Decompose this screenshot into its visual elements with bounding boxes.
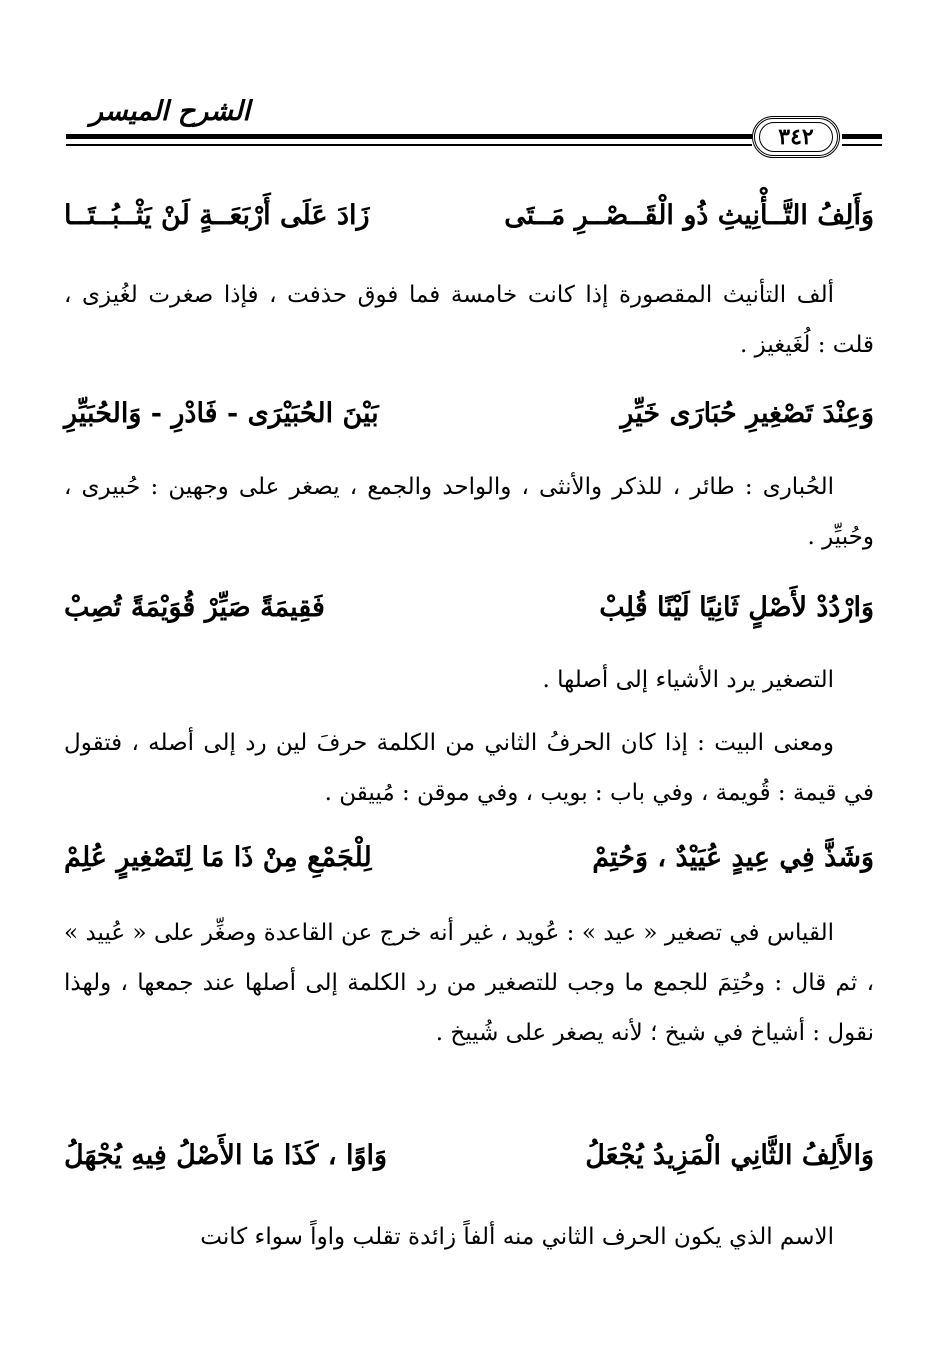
header-rule-thick-right [842,134,882,139]
verse-2-second-hemistich: بَيْنَ الحُبَيْرَى - فَادْرِ - وَالحُبَيِّرِ [64,398,379,429]
running-title: الشرح الميسر [89,96,250,127]
paragraph-5: القياس في تصغير « عيد » : عُويد ، غير أنه خرج عن القاعدة وصغِّر على « عُييد » ، ثم قال : وحُتِمَ للجمع ما وجب للتصغير من رد الكلمة إلى أصلها عند جمعها ، ولهذا نقول : أشياخ في شيخ ؛ لأنه يصغر على شُييخ . [64,920,874,1046]
paragraph-3: التصغير يرد الأشياء إلى أصلها . [542,667,834,693]
verse-4-first-hemistich: وَشَذَّ فِي عِيدٍ عُيَيْدٌ ، وَحُتِمْ [592,842,874,873]
header-rule-thin [66,144,752,146]
verse-2 [64,398,874,429]
page-number-badge [752,116,840,158]
verse-5-second-hemistich: وَاوًا ، كَذَا مَا الأَصْلُ فِيهِ يُجْهَلُ [64,1140,388,1171]
verse-1 [64,200,874,231]
paragraph-1: ألف التأنيث المقصورة إذا كانت خامسة فما فوق حذفت ، فإذا صغرت لغُيزى ، قلت : لُغَيغيز . [64,282,874,358]
verse-3 [64,592,874,623]
verse-3-second-hemistich: فَقِيمَةً صَيِّرْ قُوَيْمَةً تُصِبْ [64,592,325,623]
verse-5-first-hemistich: وَالأَلِفُ الثَّانِي الْمَزِيدُ يُجْعَلُ [585,1140,874,1171]
verse-5 [64,1140,874,1171]
verse-2-first-hemistich: وَعِنْدَ تَصْغِيرِ حُبَارَى خَيِّرِ [620,398,874,429]
paragraph-4: ومعنى البيت : إذا كان الحرفُ الثاني من الكلمة حرفَ لين رد إلى أصله ، فتقول في قيمة : قُويمة ، وفي باب : بويب ، وفي موقن : مُييقن . [64,730,874,806]
paragraph-2: الحُبارى : طائر ، للذكر والأنثى ، والواحد والجمع ، يصغر على وجهين : حُبيرى ، وحُبيِّر . [64,474,874,550]
verse-1-first-hemistich: وَأَلِفُ التَّــأْنِيثِ ذُو الْقَــصْــرِ مَــتَى [504,200,874,231]
header-rule-thick [66,134,752,139]
verse-1-second-hemistich: زَادَ عَلَى أَرْبَعَــةٍ لَنْ يَثْــبُــتَــا [64,200,370,231]
header-rule-thin-right [842,144,882,146]
verse-3-first-hemistich: وَارْدُدْ لأَصْلٍ ثَانِيًا لَيْنًا قُلِبْ [599,592,874,623]
paragraph-6: الاسم الذي يكون الحرف الثاني منه ألفاً زائدة تقلب واواً سواء كانت [200,1224,834,1250]
verse-4-second-hemistich: لِلْجَمْعِ مِنْ ذَا مَا لِتَصْغِيرٍ عُلِمْ [64,842,372,873]
verse-4 [64,842,874,873]
page-number: ٣٤٢ [778,124,814,150]
